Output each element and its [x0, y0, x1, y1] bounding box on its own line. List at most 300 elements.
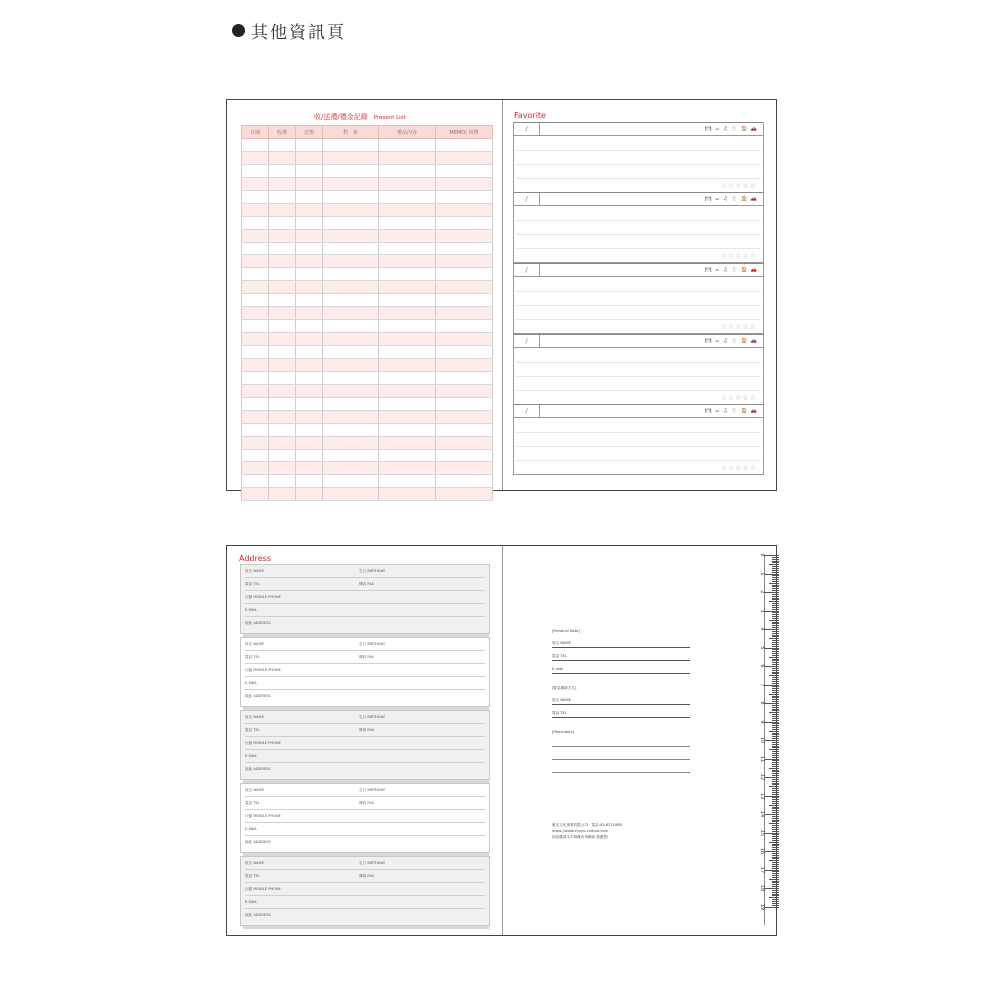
table-cell[interactable]: [436, 216, 493, 229]
favorite-date-field[interactable]: /: [514, 405, 540, 418]
favorite-date-field[interactable]: /: [514, 335, 540, 348]
table-cell[interactable]: [436, 333, 493, 346]
table-cell[interactable]: [296, 384, 323, 397]
table-cell[interactable]: [242, 294, 269, 307]
table-cell[interactable]: [269, 190, 296, 203]
writing-line: [516, 291, 761, 292]
table-cell[interactable]: [323, 488, 379, 501]
address-row-email[interactable]: [245, 896, 485, 909]
rating-stars-icon[interactable]: ☆☆☆☆☆: [720, 394, 757, 402]
table-cell[interactable]: [323, 320, 379, 333]
table-cell[interactable]: [269, 164, 296, 177]
tel-label: 電話 TEL: [245, 655, 260, 659]
ruler-tick: [772, 881, 779, 882]
personal-email-line: [552, 673, 690, 674]
rating-stars-icon[interactable]: ☆☆☆☆☆: [720, 182, 757, 190]
favorite-date-field[interactable]: /: [514, 123, 540, 136]
table-cell[interactable]: [296, 462, 323, 475]
table-cell[interactable]: [323, 229, 379, 242]
address-row-name[interactable]: [245, 638, 485, 651]
ruler-tick: [772, 686, 779, 687]
present-list-column-header: 送禮: [296, 126, 323, 139]
table-cell[interactable]: [269, 151, 296, 164]
table-cell[interactable]: [379, 449, 436, 462]
address-row-address[interactable]: [245, 909, 485, 922]
table-cell[interactable]: [296, 177, 323, 190]
ruler-tick: [772, 847, 779, 848]
table-cell[interactable]: [269, 371, 296, 384]
category-icons[interactable]: 🍽 ☕ ♫ 🍴 🏠 🚗: [705, 267, 758, 273]
ruler-tick: [772, 733, 779, 734]
ruler-tick: [772, 679, 779, 680]
table-cell[interactable]: [296, 190, 323, 203]
table-cell[interactable]: [436, 410, 493, 423]
table-cell[interactable]: [436, 139, 493, 152]
table-cell[interactable]: [269, 333, 296, 346]
table-cell[interactable]: [242, 190, 269, 203]
table-cell[interactable]: [379, 397, 436, 410]
ruler-tick: [772, 812, 779, 813]
table-cell[interactable]: [379, 268, 436, 281]
table-cell[interactable]: [323, 139, 379, 152]
table-cell[interactable]: [269, 294, 296, 307]
ruler-tick: [772, 781, 779, 782]
ruler-tick: [772, 720, 779, 721]
table-cell[interactable]: [379, 294, 436, 307]
favorite-date-field[interactable]: /: [514, 264, 540, 277]
table-cell[interactable]: [436, 164, 493, 177]
table-cell[interactable]: [242, 346, 269, 359]
table-row: [242, 358, 493, 371]
address-row-address[interactable]: [245, 617, 485, 630]
table-cell[interactable]: [379, 333, 436, 346]
birthday-label: 生日 BIRTHDAY: [359, 715, 386, 719]
table-cell[interactable]: [296, 488, 323, 501]
table-cell[interactable]: [296, 410, 323, 423]
notebook-spread-present-favorite: [226, 99, 777, 491]
table-cell[interactable]: [323, 346, 379, 359]
table-cell[interactable]: [242, 449, 269, 462]
table-cell[interactable]: [296, 449, 323, 462]
table-cell[interactable]: [296, 371, 323, 384]
category-icons[interactable]: 🍽 ☕ ♫ 🍴 🏠 🚗: [705, 126, 758, 132]
table-cell[interactable]: [242, 139, 269, 152]
table-cell[interactable]: [269, 177, 296, 190]
address-row-name[interactable]: [245, 784, 485, 797]
table-cell[interactable]: [436, 190, 493, 203]
ruler-tick: [772, 882, 779, 883]
table-cell[interactable]: [296, 436, 323, 449]
table-cell[interactable]: [323, 177, 379, 190]
ruler-tick: [772, 690, 779, 691]
table-cell[interactable]: [242, 281, 269, 294]
table-cell[interactable]: [379, 488, 436, 501]
ruler-number: 15: [759, 829, 765, 836]
personal-name-line: [552, 647, 690, 648]
mobile-label: 行動 MOBILE PHONE: [245, 668, 281, 672]
ruler-tick: [772, 662, 779, 663]
bullet-dot-icon: [232, 24, 245, 37]
table-cell[interactable]: [269, 423, 296, 436]
table-row: [242, 333, 493, 346]
address-row-mobile[interactable]: [245, 737, 485, 750]
table-cell[interactable]: [242, 164, 269, 177]
table-cell[interactable]: [242, 151, 269, 164]
address-row-email[interactable]: [245, 677, 485, 690]
table-cell[interactable]: [436, 268, 493, 281]
mobile-label: 行動 MOBILE PHONE: [245, 887, 281, 891]
table-cell[interactable]: [269, 346, 296, 359]
table-cell[interactable]: [379, 177, 436, 190]
address-row-name[interactable]: [245, 565, 485, 578]
table-cell[interactable]: [379, 475, 436, 488]
ruler-tick: [772, 699, 779, 700]
present-list-header-row: [242, 126, 493, 139]
table-cell[interactable]: [323, 449, 379, 462]
table-cell[interactable]: [436, 346, 493, 359]
table-cell[interactable]: [436, 151, 493, 164]
ruler-tick: [772, 760, 779, 761]
ruler-tick: [772, 653, 779, 654]
table-cell[interactable]: [296, 475, 323, 488]
rating-stars-icon[interactable]: ☆☆☆☆☆: [720, 252, 757, 260]
table-cell[interactable]: [436, 371, 493, 384]
address-row-email[interactable]: [245, 604, 485, 617]
fax-label: 傳真 FAX: [359, 874, 374, 878]
address-row-tel[interactable]: [245, 651, 485, 664]
favorite-date-field[interactable]: /: [514, 193, 540, 206]
table-cell[interactable]: [269, 436, 296, 449]
table-row: [242, 255, 493, 268]
table-cell[interactable]: [242, 410, 269, 423]
address-row-name[interactable]: [245, 711, 485, 724]
table-cell[interactable]: [296, 151, 323, 164]
table-cell[interactable]: [379, 242, 436, 255]
mobile-label: 行動 MOBILE PHONE: [245, 814, 281, 818]
address-row-name[interactable]: [245, 857, 485, 870]
table-cell[interactable]: [242, 358, 269, 371]
table-cell[interactable]: [379, 139, 436, 152]
ruler-tick: [765, 759, 779, 760]
table-cell[interactable]: [379, 436, 436, 449]
ruler-tick: [772, 714, 779, 715]
ruler-tick: [769, 860, 779, 861]
table-cell[interactable]: [379, 151, 436, 164]
address-row-mobile[interactable]: [245, 664, 485, 677]
notebook-spread-address-personal: [226, 545, 777, 936]
table-cell[interactable]: [436, 177, 493, 190]
table-cell[interactable]: [379, 423, 436, 436]
table-cell[interactable]: [323, 164, 379, 177]
ruler-tick: [772, 871, 779, 872]
table-cell[interactable]: [296, 268, 323, 281]
table-cell[interactable]: [323, 397, 379, 410]
table-cell[interactable]: [436, 203, 493, 216]
ruler-tick: [772, 840, 779, 841]
table-cell[interactable]: [269, 488, 296, 501]
table-cell[interactable]: [242, 333, 269, 346]
table-cell[interactable]: [379, 358, 436, 371]
table-cell[interactable]: [296, 242, 323, 255]
table-cell[interactable]: [296, 294, 323, 307]
fax-label: 傳真 FAX: [359, 582, 374, 586]
table-cell[interactable]: [242, 397, 269, 410]
table-cell[interactable]: [242, 371, 269, 384]
ruler-number: 7: [759, 682, 765, 687]
table-cell[interactable]: [379, 320, 436, 333]
table-cell[interactable]: [269, 462, 296, 475]
category-icons[interactable]: 🍽 ☕ ♫ 🍴 🏠 🚗: [705, 196, 758, 202]
table-cell[interactable]: [242, 229, 269, 242]
writing-line: [516, 234, 761, 235]
address-row-address[interactable]: [245, 763, 485, 776]
table-cell[interactable]: [296, 397, 323, 410]
address-row-email[interactable]: [245, 750, 485, 763]
table-cell[interactable]: [269, 397, 296, 410]
address-label: 地址 ADDRESS: [245, 694, 271, 698]
category-icons[interactable]: 🍽 ☕ ♫ 🍴 🏠 🚗: [705, 408, 758, 414]
table-cell[interactable]: [242, 203, 269, 216]
table-cell[interactable]: [296, 216, 323, 229]
ruler-tick: [769, 879, 779, 880]
reminders-title: [Reminders]: [552, 730, 574, 734]
ruler-tick: [769, 712, 779, 713]
table-cell[interactable]: [269, 410, 296, 423]
table-cell[interactable]: [436, 475, 493, 488]
table-cell[interactable]: [296, 139, 323, 152]
ruler-tick: [772, 801, 779, 802]
present-list-column-header: 收禮: [269, 126, 296, 139]
ruler-tick: [765, 888, 779, 889]
table-cell[interactable]: [242, 423, 269, 436]
table-cell[interactable]: [436, 307, 493, 320]
address-row-mobile[interactable]: [245, 883, 485, 896]
table-cell[interactable]: [242, 216, 269, 229]
address-row-tel[interactable]: [245, 870, 485, 883]
table-cell[interactable]: [323, 371, 379, 384]
table-cell[interactable]: [436, 281, 493, 294]
ruler-tick: [772, 677, 779, 678]
rating-stars-icon[interactable]: ☆☆☆☆☆: [720, 323, 757, 331]
ruler-tick: [772, 577, 779, 578]
table-cell[interactable]: [323, 462, 379, 475]
ruler-number: 9: [759, 719, 765, 724]
table-cell[interactable]: [323, 436, 379, 449]
table-cell[interactable]: [323, 294, 379, 307]
table-cell[interactable]: [379, 203, 436, 216]
table-row: [242, 384, 493, 397]
table-cell[interactable]: [242, 268, 269, 281]
table-cell[interactable]: [269, 475, 296, 488]
table-cell[interactable]: [323, 242, 379, 255]
table-cell[interactable]: [242, 242, 269, 255]
table-cell[interactable]: [379, 371, 436, 384]
address-row-mobile[interactable]: [245, 591, 485, 604]
table-cell[interactable]: [436, 488, 493, 501]
table-cell[interactable]: [436, 384, 493, 397]
table-cell[interactable]: [379, 216, 436, 229]
table-cell[interactable]: [379, 164, 436, 177]
table-cell[interactable]: [269, 139, 296, 152]
table-cell[interactable]: [379, 190, 436, 203]
table-cell[interactable]: [323, 268, 379, 281]
table-cell[interactable]: [242, 255, 269, 268]
table-cell[interactable]: [242, 177, 269, 190]
table-cell[interactable]: [296, 255, 323, 268]
ruler-tick: [772, 844, 779, 845]
ruler-tick: [772, 892, 779, 893]
ruler-tick: [772, 672, 779, 673]
table-cell[interactable]: [296, 307, 323, 320]
table-cell[interactable]: [436, 397, 493, 410]
table-cell[interactable]: [269, 320, 296, 333]
table-cell[interactable]: [436, 320, 493, 333]
favorite-title: Favorite: [514, 111, 546, 120]
address-row-tel[interactable]: [245, 724, 485, 737]
ruler-tick: [772, 746, 779, 747]
table-row: [242, 320, 493, 333]
ruler-tick: [772, 631, 779, 632]
ruler-tick: [772, 625, 779, 626]
present-list-title-zh: 收/送禮/禮金記錄: [314, 113, 368, 121]
table-cell[interactable]: [379, 346, 436, 359]
table-cell[interactable]: [242, 307, 269, 320]
address-row-address[interactable]: [245, 836, 485, 849]
favorite-block: [513, 404, 764, 475]
table-cell[interactable]: [296, 358, 323, 371]
table-cell[interactable]: [296, 164, 323, 177]
table-cell[interactable]: [323, 423, 379, 436]
ruler-tick: [769, 657, 779, 658]
ruler-tick: [772, 649, 779, 650]
ruler-tick: [772, 792, 779, 793]
favorite-block-header: [514, 192, 763, 206]
ruler-tick: [772, 729, 779, 730]
table-cell[interactable]: [242, 384, 269, 397]
rating-stars-icon[interactable]: ☆☆☆☆☆: [720, 464, 757, 472]
ruler-tick: [772, 742, 779, 743]
table-cell[interactable]: [323, 203, 379, 216]
table-cell[interactable]: [436, 436, 493, 449]
table-cell[interactable]: [269, 268, 296, 281]
table-cell[interactable]: [379, 229, 436, 242]
address-row-mobile[interactable]: [245, 810, 485, 823]
present-list-column-header: MEMO/ 回禮: [436, 126, 493, 139]
table-cell[interactable]: [323, 281, 379, 294]
table-cell[interactable]: [242, 320, 269, 333]
category-icons[interactable]: 🍽 ☕ ♫ 🍴 🏠 🚗: [705, 338, 758, 344]
ruler-tick: [772, 599, 779, 600]
table-cell[interactable]: [269, 384, 296, 397]
ruler-number: 11: [759, 755, 765, 762]
reminder-line: [552, 746, 690, 747]
table-cell[interactable]: [242, 475, 269, 488]
table-cell[interactable]: [436, 294, 493, 307]
address-row-address[interactable]: [245, 690, 485, 703]
table-cell[interactable]: [269, 449, 296, 462]
table-cell[interactable]: [296, 346, 323, 359]
table-cell[interactable]: [269, 307, 296, 320]
table-cell[interactable]: [323, 475, 379, 488]
table-cell[interactable]: [296, 203, 323, 216]
table-cell[interactable]: [269, 255, 296, 268]
birthday-label: 生日 BIRTHDAY: [359, 861, 386, 865]
ruler-tick: [772, 797, 779, 798]
table-cell[interactable]: [296, 229, 323, 242]
table-cell[interactable]: [379, 307, 436, 320]
ruler-tick: [772, 692, 779, 693]
table-cell[interactable]: [269, 229, 296, 242]
ruler-number: 14: [759, 810, 765, 818]
heading-text: 其他資訊頁: [251, 23, 346, 43]
emergency-tel-label: 電話 TEL: [552, 711, 567, 715]
table-cell[interactable]: [269, 242, 296, 255]
table-cell[interactable]: [323, 255, 379, 268]
table-cell[interactable]: [296, 333, 323, 346]
table-cell[interactable]: [296, 320, 323, 333]
present-list-column-header: 對 象: [323, 126, 379, 139]
personal-email-label: E-mail: [552, 667, 564, 671]
ruler-tick: [772, 655, 779, 656]
table-cell[interactable]: [323, 216, 379, 229]
table-cell[interactable]: [323, 358, 379, 371]
table-cell[interactable]: [436, 358, 493, 371]
table-cell[interactable]: [379, 281, 436, 294]
table-cell[interactable]: [379, 462, 436, 475]
address-card: [240, 856, 490, 926]
table-cell[interactable]: [323, 384, 379, 397]
ruler-tick: [772, 886, 779, 887]
table-cell[interactable]: [269, 358, 296, 371]
table-cell[interactable]: [323, 307, 379, 320]
table-cell[interactable]: [296, 281, 323, 294]
table-cell[interactable]: [323, 190, 379, 203]
address-row-email[interactable]: [245, 823, 485, 836]
table-cell[interactable]: [242, 436, 269, 449]
ruler-tick: [772, 820, 779, 821]
table-cell[interactable]: [323, 151, 379, 164]
ruler-tick: [772, 701, 779, 702]
writing-line: [516, 305, 761, 306]
table-cell[interactable]: [436, 423, 493, 436]
ruler-tick: [769, 823, 779, 824]
table-row: [242, 436, 493, 449]
table-cell[interactable]: [379, 410, 436, 423]
ruler-tick: [765, 722, 779, 723]
address-row-tel[interactable]: [245, 797, 485, 810]
address-card: [240, 783, 490, 853]
table-cell[interactable]: [242, 488, 269, 501]
ruler-tick: [772, 901, 779, 902]
table-cell[interactable]: [296, 423, 323, 436]
table-cell[interactable]: [436, 242, 493, 255]
table-cell[interactable]: [269, 203, 296, 216]
address-row-tel[interactable]: [245, 578, 485, 591]
table-cell[interactable]: [242, 462, 269, 475]
table-cell[interactable]: [269, 281, 296, 294]
table-cell[interactable]: [323, 333, 379, 346]
table-cell[interactable]: [379, 384, 436, 397]
table-cell[interactable]: [323, 410, 379, 423]
table-cell[interactable]: [379, 255, 436, 268]
table-cell[interactable]: [436, 462, 493, 475]
birthday-label: 生日 BIRTHDAY: [359, 788, 386, 792]
table-cell[interactable]: [436, 449, 493, 462]
table-cell[interactable]: [269, 216, 296, 229]
ruler-tick: [772, 894, 779, 895]
table-cell[interactable]: [436, 255, 493, 268]
table-cell[interactable]: [436, 229, 493, 242]
